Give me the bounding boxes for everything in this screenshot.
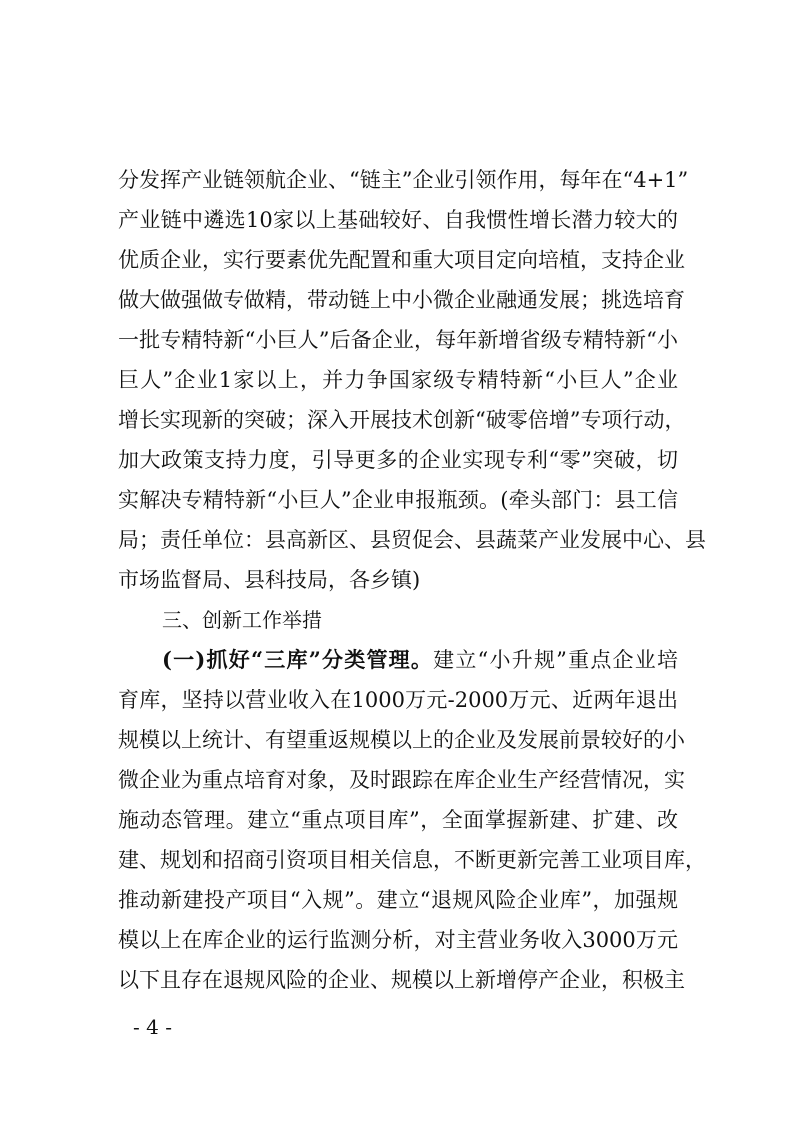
body-text-line: 以下且存在退规风险的企业、规模以上新增停产企业，积极主 [118,968,685,992]
body-text-line: 建、规划和招商引资项目相关信息，不断更新完善工业项目库， [118,848,706,872]
body-text-line: 育库，坚持以营业收入在1000万元-2000万元、近两年退出 [118,688,678,712]
body-text-line: 增长实现新的突破；深入开展技术创新“破零倍增”专项行动， [118,408,686,432]
body-text-line: 规模以上统计、有望重返规模以上的企业及发展前景较好的小 [118,728,685,752]
subsection-title: (一)抓好“三库”分类管理。 [162,647,434,672]
page-number: - 4 - [133,1015,172,1039]
body-text-line: 局；责任单位：县高新区、县贸促会、县蔬菜产业发展中心、县 [118,528,706,552]
body-text-line: 施动态管理。建立“重点项目库”，全面掌握新建、扩建、改 [118,808,678,832]
body-text-line: 加大政策支持力度，引导更多的企业实现专利“零”突破，切 [118,448,678,472]
body-text-line: 一批专精特新“小巨人”后备企业，每年新增省级专精特新“小 [118,328,678,352]
body-text-line: 实解决专精特新“小巨人”企业申报瓶颈。(牵头部门：县工信 [118,488,678,512]
body-text-line: 做大做强做专做精，带动链上中小微企业融通发展；挑选培育 [118,288,685,312]
body-text-line: 推动新建投产项目“入规”。建立“退规风险企业库”，加强规 [118,888,678,912]
body-text-line: 巨人”企业1家以上，并力争国家级专精特新“小巨人”企业 [118,368,678,392]
subsection-first-line [162,640,678,680]
subsection-first-line-text: 建立“小升规”重点企业培 [433,648,678,672]
body-text-line: 市场监督局、县科技局，各乡镇) [118,568,421,592]
body-text-line: 产业链中遴选10家以上基础较好、自我惯性增长潜力较大的 [118,208,678,232]
body-text-line: 优质企业，实行要素优先配置和重大项目定向培植，支持企业 [118,248,685,272]
body-text-line: 模以上在库企业的运行监测分析，对主营业务收入3000万元 [118,928,678,952]
body-text-line: 微企业为重点培育对象，及时跟踪在库企业生产经营情况，实 [118,768,685,792]
body-text-line: 分发挥产业链领航企业、“链主”企业引领作用，每年在“4+1” [118,168,689,192]
section-heading: 三、创新工作举措 [162,608,322,632]
